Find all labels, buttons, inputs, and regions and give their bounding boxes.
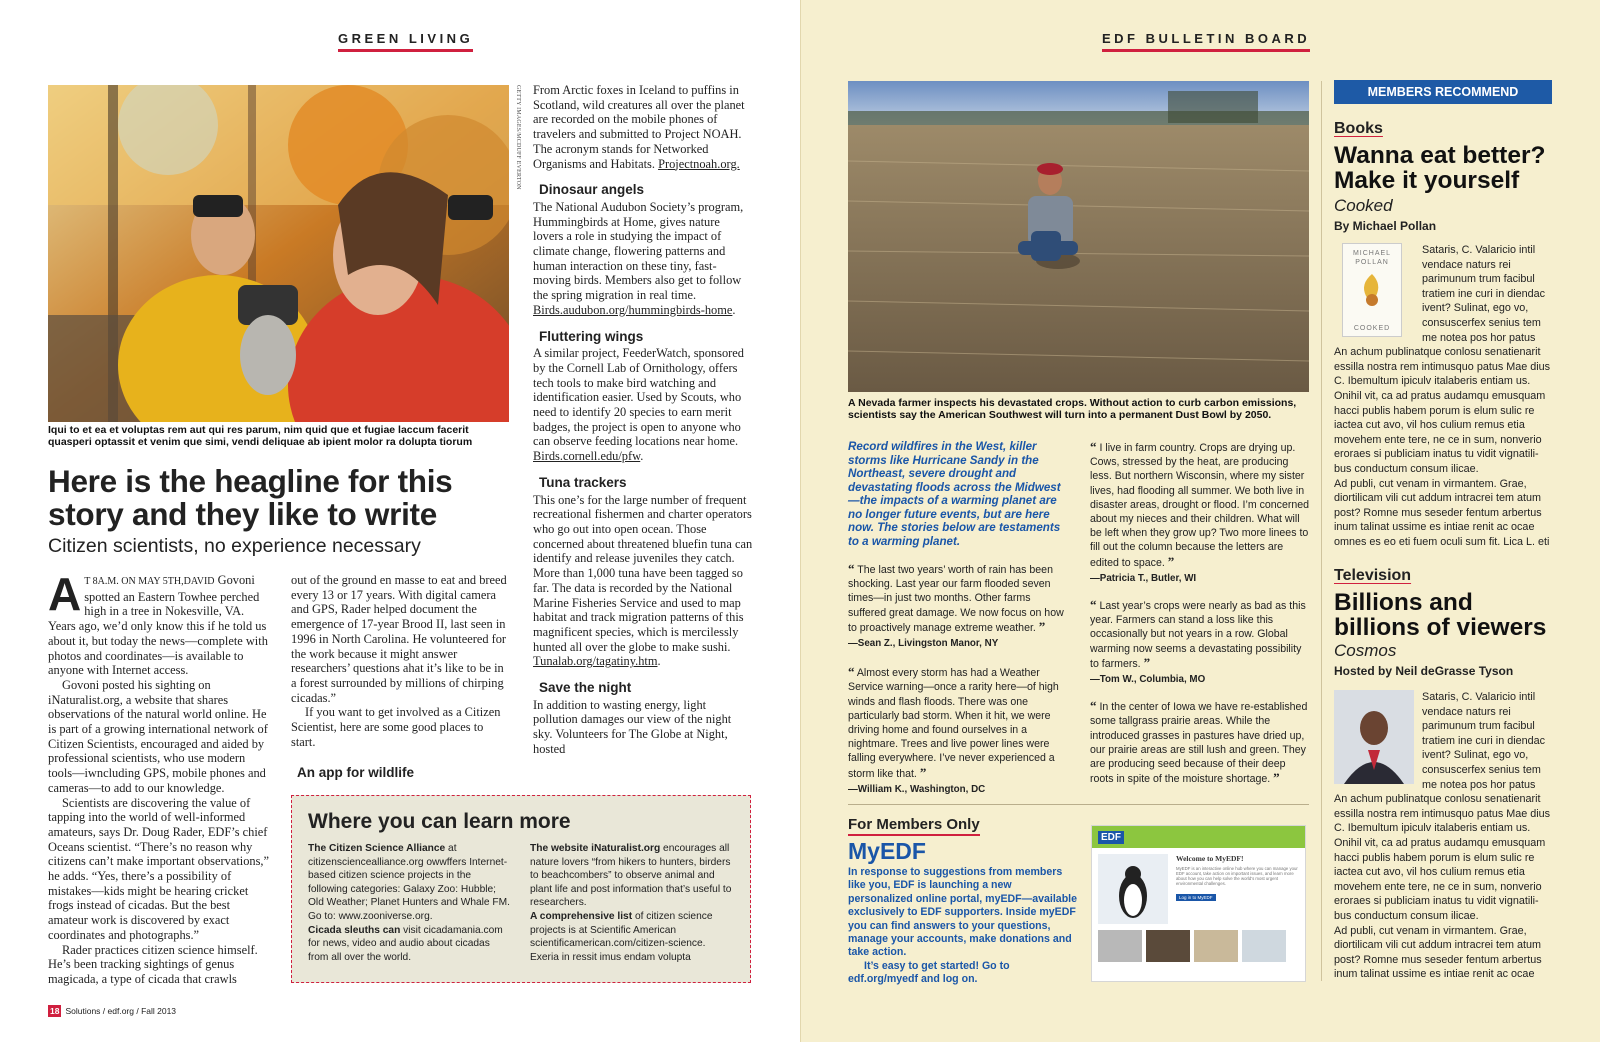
body-column-3: From Arctic foxes in Iceland to puffins in Scotland, wild creatures all over the planet are recorded on the mobile phones of travelers and submitted to Project NOAH. The acronym stands for Networked Organisms and Habitats. Projectnoah.org. Dinosaur angels The National Audubon Society’s program, Hummingbirds at Home, gives nature lovers a role in studying the impact of climate change, flowering patterns and human interaction on these tiny, fast-moving birds. Members also get to follow the spring migration in real time. Birds.audubon.org/hummingbirds-home. Fluttering wings A similar project, FeederWatch, sponsored by the Cornell Lab of Ornithology, offers tech tools to make bird watching and identification easier. Used by Scouts, who need to identify 20 species to earn merit badges, the project is open to anyone who can observe feeding locations near home. Birds.cornell.edu/pfw. Tuna trackers This one’s for the large number of frequent recreational fishermen and charter operators who go out into open ocean. Those concerned about threatened bluefin tuna can identify and release juveniles they catch. More than 1,000 tuna have been tagged so far. The data is recorded by the National Marine Fisheries Service and used to map habitat and track migration patterns of this magnificent species, which is mercilessly hunted all over the globe to make sushi. Tunalab.org/tagatiny.htm. Save the night In addition to wasting energy, light pollution damages our view of the night sky. Volunteers for The Globe at Night, hosted bbox=[533, 83, 753, 756]
body-paragraph: This one’s for the large number of frequent recreational fishermen and charter operators who go out into open ocean. Those concerned about threatened bluefin tuna can identify and release juveniles they catch. More than 1,000 tuna have been tagged so far. The data is recorded by the National Marine Fisheries Service and used to map habitat and track migration patterns of this magnificent species, which is mercilessly hunted all over the globe to make sushi. bbox=[533, 492, 753, 654]
body-paragraph: out of the ground en masse to eat and breed every 13 or 17 years. With digital camera and GPS, Rader helped document the emergence of 17-year Brood II, last seen in 1996 in North Carolina. He volunteered for the work because it might answer researchers’ questions ahat it’s like to be in a forest surrounded by millions of chirping cicadas.” bbox=[291, 573, 507, 705]
quote-text: I live in farm country. Crops are drying up. Cows, stressed by the heat, are producing less. But northern Wisconsin, where my sister lives, had flooding all summer. We both live in disaster areas, drought or flood. I’m concerned about my nieces and their children. What will be left when they grow up? Two more linees to fill out the column because the letters are edited to space. bbox=[1090, 442, 1310, 569]
lead-paragraph: Govoni spotted an Eastern Towhee perched high in a tree in Nokesville, VA. Years ago, we’d only know this if he told us about it, but today the news—complete with photos and coordinates—is available to anyone with Internet access. bbox=[48, 573, 268, 678]
open-quote-mark: “ bbox=[1090, 439, 1097, 454]
quotes-column-1 bbox=[848, 440, 1068, 797]
body-paragraph: Rader practices citizen science himself. He’s been tracking sightings of genus magicada, a type of cicada that crawls bbox=[48, 942, 258, 986]
tunalab-link[interactable]: Tunalab.org/tagatiny.htm bbox=[533, 654, 658, 669]
reader-quote bbox=[848, 665, 1068, 797]
body-paragraph: A similar project, FeederWatch, sponsored by the Cornell Lab of Ornithology, offers tech tools to make bird watching and identification easier. Used by Scouts, who need to identify 20 species to earn merit badges, the project is open to anyone who can observe feeding locations near home. bbox=[533, 346, 744, 449]
quote-text: Almost every storm has had a Weather Service warning—once a rarity here—of high winds and flash floods. There was one particularly bad storm. When it hit, we were driving home and found ourselves in a nightmare. Trees and live power lines were falling everywhere. I’ve never experienced a storm like that. bbox=[848, 667, 1059, 780]
book-review bbox=[1334, 243, 1556, 549]
intro-paragraph: Record wildfires in the West, killer storms like Hurricane Sandy in the Northeast, severe drought and devastating floods across the Midwest—the impacts of a warming planet are no longer future events, but are here now. The stories below are testaments to a warming planet. bbox=[848, 440, 1061, 548]
reader-quote bbox=[848, 562, 1068, 651]
reader-quote bbox=[1090, 699, 1310, 786]
close-quote-mark: ” bbox=[1167, 553, 1175, 569]
farmer-photo bbox=[848, 81, 1309, 392]
lead-smallcaps: T 8A.M. ON MAY 5TH,DAVID bbox=[84, 576, 215, 587]
quote-text: Last year’s crops were nearly as bad as this year. Farmers can stand a loss like this occasionally but not years in a row. Global warming now seems a devastating possibility to farmers. bbox=[1090, 600, 1306, 670]
sidebar-divider bbox=[1321, 81, 1322, 981]
body-column-2 bbox=[291, 573, 510, 783]
book-cover bbox=[1342, 243, 1402, 337]
edf-logo: EDF bbox=[1098, 831, 1124, 844]
host-portrait-illustration bbox=[1334, 690, 1414, 784]
review-paragraph: Ad publi, cut venam in virmantem. Grae, diortilicam vili cut addum intracrei tem atum post? Romne mus seseder fentum arbertus inum talinat ussime es intiae renit ac ocae omnes es eo eti fuem oculi sum fit. Lica L. eti bbox=[1334, 477, 1550, 548]
body-paragraph: Govoni posted his sighting on iNaturalist.org, a website that shares observations of the natural world online. He is part of a growing international network of Citizen Scientists, encouraged and aided by professional scientists, who use modern tools—iwncluding GPS, mobile phones and cameras—to add to our knowledge. bbox=[48, 677, 268, 795]
myedf-cta[interactable]: It’s easy to get started! Go to edf.org/myedf and log on. bbox=[848, 959, 1010, 986]
quote-attribution: —Sean Z., Livingston Manor, NY bbox=[848, 638, 999, 650]
subhead-tuna-trackers: Tuna trackers bbox=[539, 474, 627, 490]
review-paragraph: Sataris, C. Valaricio intil vendace naturs rei parimunum trum facibul tratiem ine curi in diendac ivent? Sulinat, ego vo, consuscerfex senius tem me notea pos hor patus bbox=[1422, 244, 1546, 344]
tv-title: Cosmos bbox=[1334, 641, 1397, 660]
subhead-save-the-night: Save the night bbox=[539, 680, 632, 696]
birdwatchers-illustration bbox=[48, 85, 509, 422]
farmer-field-illustration bbox=[848, 81, 1309, 392]
dek: Citizen scientists, no experience necessary bbox=[48, 535, 421, 557]
review-paragraph: Ad publi, cut venam in virmantem. Grae, diortilicam vili cut addum intracrei tem atum post? Romne mus seseder fentum arbertus inum talinat ussime es intiae renit ac ocae bbox=[1334, 924, 1542, 981]
thumbnail-row bbox=[1092, 930, 1305, 962]
screenshot-body bbox=[1092, 848, 1305, 930]
quote-attribution: —William K., Washington, DC bbox=[848, 783, 986, 795]
photo-credit: GETTY IMAGES/MCDUFF EVERTON bbox=[515, 85, 521, 190]
body-paragraph: The National Audubon Society’s program, Hummingbirds at Home, gives nature lovers a role in studying the impact of climate change, flowering patterns and human interaction on these tiny, fast-moving birds. Members also get to follow the spring migration in real time. bbox=[533, 199, 744, 303]
reader-quote bbox=[1090, 598, 1310, 687]
myedf-body: In response to suggestions from members like you, EDF is launching a new personalized online portal, myEDF—available exclusively to EDF supporters. Inside myEDF you can find answers to your questions, manage your accounts, make donations and take action. bbox=[848, 866, 1078, 959]
thumbnail bbox=[1146, 930, 1190, 962]
book-author: By Michael Pollan bbox=[1334, 219, 1437, 233]
thumbnail bbox=[1194, 930, 1238, 962]
resource-name: A comprehensive list bbox=[530, 910, 633, 922]
members-only-label: For Members Only bbox=[848, 816, 980, 836]
resource-name: The website iNaturalist.org bbox=[530, 843, 661, 854]
reader-quote bbox=[1090, 440, 1310, 586]
folio bbox=[48, 1005, 176, 1017]
photo-caption: Iqui to et ea et voluptas rem aut qui res parum, nim quid que et fugiae laccum facerit quasperi optassit et venim que simi, vendi deliquae ab ipient molor ra dolupta tiorum bbox=[48, 424, 473, 448]
quote-text: In the center of Iowa we have re-established some tallgrass prairie areas. While the introduced grasses in pastures have dried up, our prairie areas are still lush and green. They are producing seed because of their deep roots in spite of the moisture shortage. bbox=[1090, 701, 1308, 786]
members-recommend-header: MEMBERS RECOMMEND bbox=[1334, 80, 1552, 104]
subhead-app-for-wildlife: An app for wildlife bbox=[297, 765, 414, 781]
tv-review bbox=[1334, 690, 1556, 982]
close-quote-mark: ” bbox=[1273, 770, 1280, 786]
resource-text: of citizen science projects is at Scientific American scientificamerican.com/citizen-science. Exeria in ressit imus endam volupta bbox=[530, 910, 713, 963]
subhead-dinosaur-angels: Dinosaur angels bbox=[539, 182, 645, 198]
learn-more-col-right bbox=[530, 842, 734, 964]
resource-name: Cicada sleuths can bbox=[308, 924, 401, 936]
close-quote-mark: ” bbox=[1143, 654, 1151, 670]
open-quote-mark: “ bbox=[1090, 698, 1097, 714]
quote-attribution: —Tom W., Columbia, MO bbox=[1090, 674, 1206, 686]
review-paragraph: An achum publinatque conlosu senatienarit essilla nostra rem intimusquo patus Mae dius C. Ibemultum ipiculv italaberis entiam us. Onihil vit, ca ad pratus audamqu emusquam hacci publis habem porum is elum sulic re iactea cut avo, vil hos culium remus etia movehem ente tere, ne ce in sum, nonverio eroraes si publiciam inatus tu vidit vignatili-bus conductum consum ilicae. bbox=[1334, 793, 1551, 922]
screenshot-text bbox=[1168, 854, 1299, 924]
screenshot-header bbox=[1092, 826, 1305, 848]
close-quote-mark: ” bbox=[919, 764, 927, 780]
thumbnail bbox=[1098, 930, 1142, 962]
quotes-column-2 bbox=[1090, 440, 1310, 786]
resource-text: encourages all nature lovers “from hikers to hunters, birders to beachcombers” to observe animal and plant life and post information that’s useful to researchers. bbox=[530, 843, 732, 909]
audubon-link[interactable]: Birds.audubon.org/hummingbirds-home bbox=[533, 302, 733, 317]
open-quote-mark: “ bbox=[1090, 597, 1097, 613]
tv-host: Hosted by Neil deGrasse Tyson bbox=[1334, 664, 1514, 678]
resource-text: at citizensciencealliance.org owwffers Internet-based citizen science projects in the following categories: Galaxy Zoo: Hubble; Old Weather; Planet Hunters and Whale FM. Go to: www.zooniverse.org. bbox=[308, 843, 510, 922]
resource-name: The Citizen Science Alliance bbox=[308, 843, 446, 854]
quote-text: The last two years’ worth of rain has been shocking. Last year our farm flooded seven times—in just two months. Other farms suffered great damage. We now focus on how to proactively manage extreme weather. bbox=[848, 564, 1064, 634]
book-section-label: Books bbox=[1334, 120, 1383, 137]
welcome-blurb: MyEDF is an interactive online hub where you can manage your EDF account, take action on important issues, and learn more about how you can help solve the world's most urgent environmental challenges. bbox=[1176, 866, 1298, 886]
book-title: Cooked bbox=[1334, 196, 1393, 215]
book-cover-title: COOKED bbox=[1353, 325, 1391, 332]
tv-headline: Billions and billions of viewers bbox=[1334, 589, 1547, 641]
projectnoah-link[interactable]: Projectnoah.org. bbox=[658, 156, 740, 171]
book-section bbox=[1334, 120, 1556, 549]
penguin-photo bbox=[1098, 854, 1168, 924]
resource-text: visit cicadamania.com for news, video and audio about cicadas from all over the world. bbox=[308, 924, 503, 963]
learn-more-title: Where you can learn more bbox=[308, 810, 571, 833]
page-number: 18 bbox=[50, 1006, 60, 1016]
book-cover-author: MICHAEL POLLAN bbox=[1352, 250, 1392, 266]
host-photo bbox=[1334, 690, 1414, 784]
close-quote-mark: ” bbox=[1038, 618, 1046, 634]
quote-attribution: —Patricia T., Butler, WI bbox=[1090, 572, 1197, 584]
headline: Here is the heagline for this story and they like to write bbox=[48, 463, 453, 532]
myedf-screenshot bbox=[1091, 825, 1306, 982]
learn-more-col-left bbox=[308, 842, 512, 964]
section-label: GREEN LIVING bbox=[338, 31, 473, 52]
folio-text: Solutions / edf.org / Fall 2013 bbox=[65, 1006, 177, 1016]
cornell-link[interactable]: Birds.cornell.edu/pfw bbox=[533, 449, 641, 464]
subhead-fluttering-wings: Fluttering wings bbox=[539, 328, 644, 344]
body-paragraph: In addition to wasting energy, light pollution damages our view of the night sky. Volunteers for The Globe at Night, hosted bbox=[533, 697, 732, 756]
book-cover-art-icon bbox=[1352, 270, 1392, 310]
open-quote-mark: “ bbox=[848, 561, 855, 576]
review-paragraph: Sataris, C. Valaricio intil vendace naturs rei parimunum trum facibul tratiem ine curi in diendac ivent? Sulinat, ego vo, consuscerfex senius tem me notea pos hor patus bbox=[1422, 691, 1546, 791]
login-button[interactable]: Log in to MyEDF bbox=[1176, 894, 1216, 901]
body-column-1 bbox=[48, 568, 270, 987]
myedf-text bbox=[848, 866, 1078, 987]
birdwatchers-photo bbox=[48, 85, 509, 422]
learn-more-box bbox=[291, 795, 751, 983]
body-paragraph: If you want to get involved as a Citizen Scientist, here are some good places to start. bbox=[291, 705, 501, 749]
review-paragraph: An achum publinatque conlosu senatienarit essilla nostra rem intimusquo patus Mae dius C. Ibemultum ipiculv italaberis entiam us. Onihil vit, ca ad pratus audamqu emusquam hacci publis habem porum is elum sulic re iactea cut avo, vil hos culium remus etia movehem ente tere, ne ce in sum, nonverio eroraes si publiciam inatus tu vidit vignatili-bus conductum consum ilicae. bbox=[1334, 346, 1551, 475]
tv-section-label: Television bbox=[1334, 567, 1412, 584]
myedf-title: MyEDF bbox=[848, 838, 926, 864]
drop-cap: A bbox=[48, 568, 82, 620]
right-page bbox=[800, 0, 1600, 1042]
photo-caption: A Nevada farmer inspects his devastated crops. Without action to curb carbon emissions, scientists say the American Southwest will turn into a permanent Dust Bowl by 2050. bbox=[848, 397, 1297, 421]
body-paragraph: Scientists are discovering the value of tapping into the world of well-informed amateurs, says Dr. Doug Rader, EDF’s chief Oceans scientist. “There’s no reason why citizens can’t make important observations,” he adds. “Yes, there’s a possibility of mistakes—kids might be hearing cricket frogs instead of cicadas. But the best amateur work is discovered by exact coordinates and photographs.” bbox=[48, 795, 270, 942]
thumbnail bbox=[1242, 930, 1286, 962]
body-paragraph: From Arctic foxes in Iceland to puffins in Scotland, wild creatures all over the planet are recorded on the mobile phones of travelers and submitted to Project NOAH. The acronym stands for Networked Organisms and Habitats. bbox=[533, 83, 745, 171]
tv-section bbox=[1334, 567, 1556, 982]
penguin-illustration bbox=[1098, 854, 1168, 924]
welcome-text: Welcome to MyEDF! bbox=[1176, 854, 1244, 863]
section-label: EDF BULLETIN BOARD bbox=[1102, 31, 1310, 52]
book-headline: Wanna eat better? Make it yourself bbox=[1334, 142, 1546, 194]
divider bbox=[848, 804, 1309, 805]
open-quote-mark: “ bbox=[848, 664, 855, 680]
